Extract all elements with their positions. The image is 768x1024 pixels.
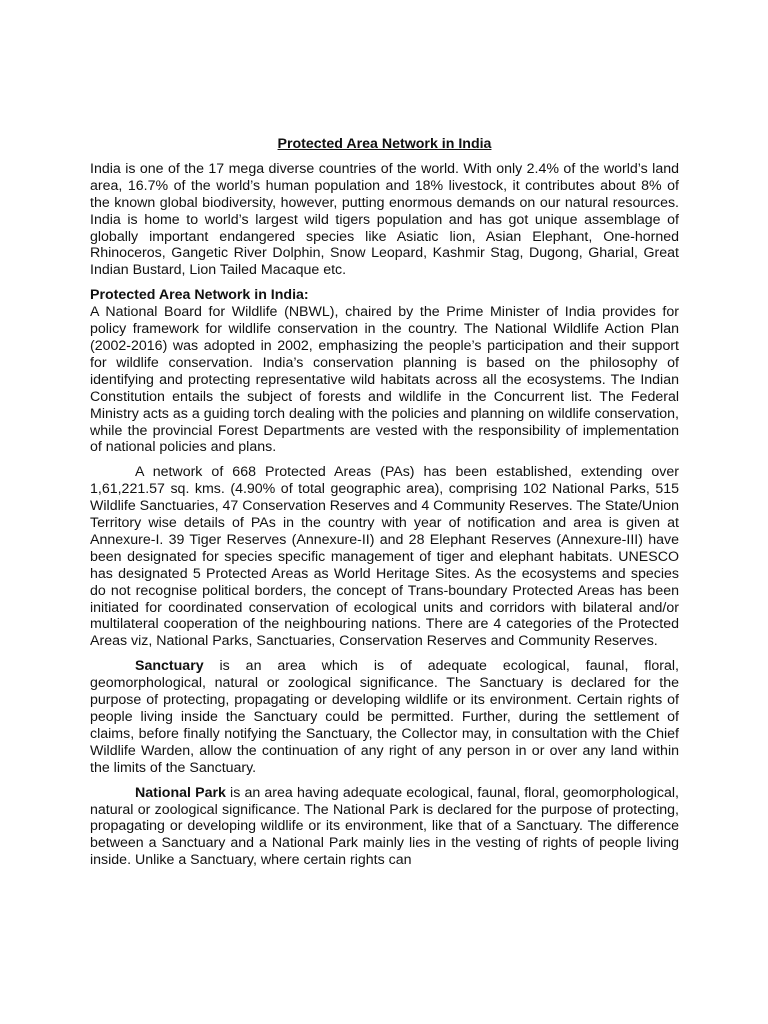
national-park-text: is an area having adequate ecological, faunal, floral, geomorphological, natural or zoological significance. The National Park is declared for the purpose of protecting, propagating or developing wildlife or its environment, like that of a Sanctuary. The difference between a Sanctuary and a National Park mainly lies in the vesting of rights of people living inside. Unlike a Sanctuary, where certain rights can bbox=[90, 784, 679, 869]
national-park-paragraph bbox=[90, 785, 679, 870]
document-page bbox=[90, 136, 679, 877]
sanctuary-text: is an area which is of adequate ecological, faunal, floral, geomorphological, natural or zoological significance. The Sanctuary is declared for the purpose of protecting, propagating or developing wildlife or its environment. Certain rights of people living inside the Sanctuary could be permitted. Further, during the settlement of claims, before finally notifying the Sanctuary, the Collector may, in consultation with the Chief Wildlife Warden, allow the continuation of any right of any person in or over any land within the limits of the Sanctuary. bbox=[90, 658, 679, 776]
intro-paragraph: India is one of the 17 mega diverse countries of the world. With only 2.4% of the world’s land area, 16.7% of the world’s human population and 18% livestock, it contributes about 8% of the known global biodiversity, however, putting enormous demands on our natural resources. India is home to world’s largest wild tigers population and has got unique assemblage of globally important endangered species like Asiatic lion, Asian Elephant, One-horned Rhinoceros, Gangetic River Dolphin, Snow Leopard, Kashmir Stag, Dugong, Gharial, Great Indian Bustard, Lion Tailed Macaque etc. bbox=[90, 160, 679, 279]
document-title: Protected Area Network in India bbox=[277, 136, 492, 152]
sanctuary-paragraph bbox=[90, 658, 679, 776]
national-park-term: National Park bbox=[135, 784, 226, 801]
network-paragraph: A network of 668 Protected Areas (PAs) has been established, extending over 1,61,221.57 sq. kms. (4.90% of total geographic area), comprising 102 National Parks, 515 Wildlife Sanctuaries, 47 Conservation Reserves and 4 Community Reserves. The State/Union Territory wise details of PAs in the country with year of notification and area is given at Annexure-I. 39 Tiger Reserves (Annexure-II) and 28 Elephant Reserves (Annexure-III) have been designated for species specific management of tiger and elephant habitats. UNESCO has designated 5 Protected Areas as World Heritage Sites. As the ecosystems and species do not recognise political borders, the concept of Trans-boundary Protected Areas has been initiated for coordinated conservation of ecological units and corridors with bilateral and/or multilateral cooperation of the neighbouring nations. There are 4 categories of the Protected Areas viz, National Parks, Sanctuaries, Conservation Reserves and Community Reserves. bbox=[90, 464, 679, 650]
section-heading: Protected Area Network in India: bbox=[90, 287, 309, 304]
sanctuary-term: Sanctuary bbox=[135, 658, 204, 675]
nbwl-paragraph: A National Board for Wildlife (NBWL), chaired by the Prime Minister of India provides for policy framework for wildlife conservation in the country. The National Wildlife Action Plan (2002-2016) was adopted in 2002, emphasizing the people’s participation and their support for wildlife conservation. India’s conservation planning is based on the philosophy of identifying and protecting representative wild habitats across all the ecosystems. The Indian Constitution entails the subject of forests and wildlife in the Concurrent list. The Federal Ministry acts as a guiding torch dealing with the policies and planning on wildlife conservation, while the provincial Forest Departments are vested with the responsibility of implementation of national policies and plans. bbox=[90, 304, 679, 456]
